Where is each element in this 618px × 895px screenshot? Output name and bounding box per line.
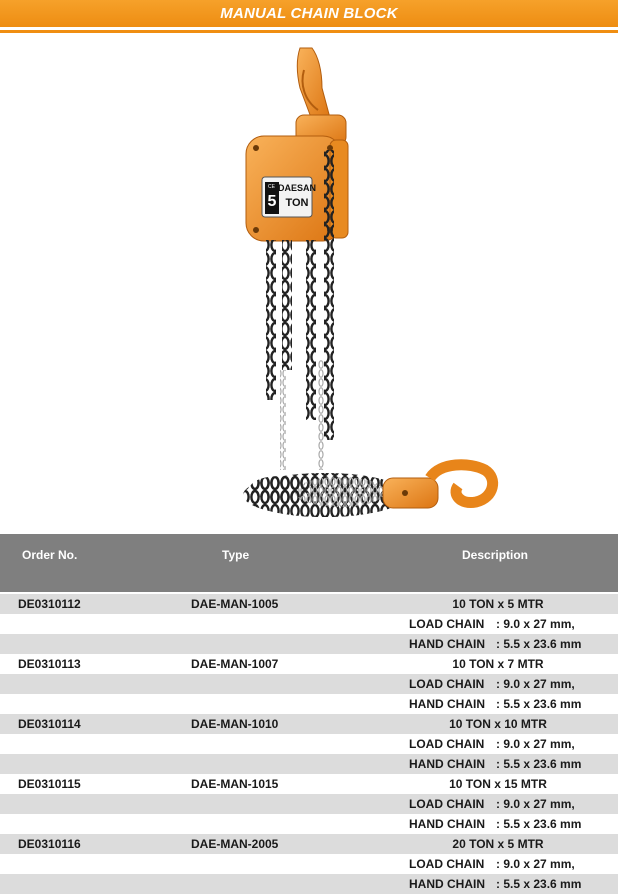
chain-pile [243, 473, 407, 517]
load-chain-label: LOAD CHAIN [409, 677, 485, 691]
hand-chain-label: HAND CHAIN [409, 757, 485, 771]
header-description: Description [462, 548, 529, 562]
load-chain-value: : 9.0 x 27 mm, [496, 617, 575, 631]
hand-chain-value: : 5.5 x 23.6 mm [496, 637, 582, 651]
header-type: Type [222, 548, 250, 562]
page-title: MANUAL CHAIN BLOCK [220, 5, 398, 22]
hand-chain-value: : 5.5 x 23.6 mm [496, 817, 582, 831]
capacity-title: 10 TON x 5 MTR [452, 597, 544, 611]
hand-chain-value: : 5.5 x 23.6 mm [496, 877, 582, 891]
load-chain-value: : 9.0 x 27 mm, [496, 857, 575, 871]
capacity-title: 10 TON x 15 MTR [449, 777, 547, 791]
table-row [0, 854, 618, 874]
load-chain-label: LOAD CHAIN [409, 737, 485, 751]
table-row [0, 614, 618, 634]
hand-chain-label: HAND CHAIN [409, 877, 485, 891]
table-row [0, 594, 618, 614]
table-row [0, 834, 618, 854]
load-chain-value: : 9.0 x 27 mm, [496, 797, 575, 811]
hand-chain-value: : 5.5 x 23.6 mm [496, 757, 582, 771]
table-row [0, 654, 618, 674]
load-chain-label: LOAD CHAIN [409, 617, 485, 631]
hand-chain-label: HAND CHAIN [409, 637, 485, 651]
order-number: DE0310112 [18, 597, 81, 611]
table-row [0, 814, 618, 834]
hand-chain-value: : 5.5 x 23.6 mm [496, 697, 582, 711]
chain-block-image [0, 33, 618, 533]
capacity-title: 10 TON x 7 MTR [452, 657, 544, 671]
order-number: DE0310114 [18, 717, 81, 731]
hand-chain-label: HAND CHAIN [409, 817, 485, 831]
capacity-title: 10 TON x 10 MTR [449, 717, 547, 731]
plate-brand: DAESAN [277, 183, 317, 193]
table-row [0, 634, 618, 654]
load-chain-value: : 9.0 x 27 mm, [496, 737, 575, 751]
table-row [0, 674, 618, 694]
header-order-no: Order No. [22, 548, 78, 562]
product-table [0, 594, 618, 894]
hand-chain-label: HAND CHAIN [409, 697, 485, 711]
title-banner [0, 0, 618, 27]
table-row [0, 714, 618, 734]
type-code: DAE-MAN-1007 [191, 657, 279, 671]
type-code: DAE-MAN-2005 [191, 837, 279, 851]
plate-capacity: 5 [267, 193, 277, 210]
load-chain-value: : 9.0 x 27 mm, [496, 677, 575, 691]
type-code: DAE-MAN-1015 [191, 777, 279, 791]
load-chain-label: LOAD CHAIN [409, 857, 485, 871]
capacity-title: 20 TON x 5 MTR [452, 837, 544, 851]
top-hook [297, 48, 330, 120]
table-row [0, 774, 618, 794]
table-header [0, 534, 618, 592]
order-number: DE0310116 [18, 837, 81, 851]
load-chain-label: LOAD CHAIN [409, 797, 485, 811]
table-row [0, 734, 618, 754]
table-row [0, 754, 618, 774]
plate-unit: TON [285, 197, 309, 209]
table-row [0, 794, 618, 814]
plate-mark: CE [268, 184, 275, 190]
order-number: DE0310115 [18, 777, 81, 791]
table-row [0, 694, 618, 714]
type-code: DAE-MAN-1005 [191, 597, 279, 611]
order-number: DE0310113 [18, 657, 81, 671]
type-code: DAE-MAN-1010 [191, 717, 279, 731]
bottom-hook [383, 465, 493, 508]
table-row [0, 874, 618, 894]
